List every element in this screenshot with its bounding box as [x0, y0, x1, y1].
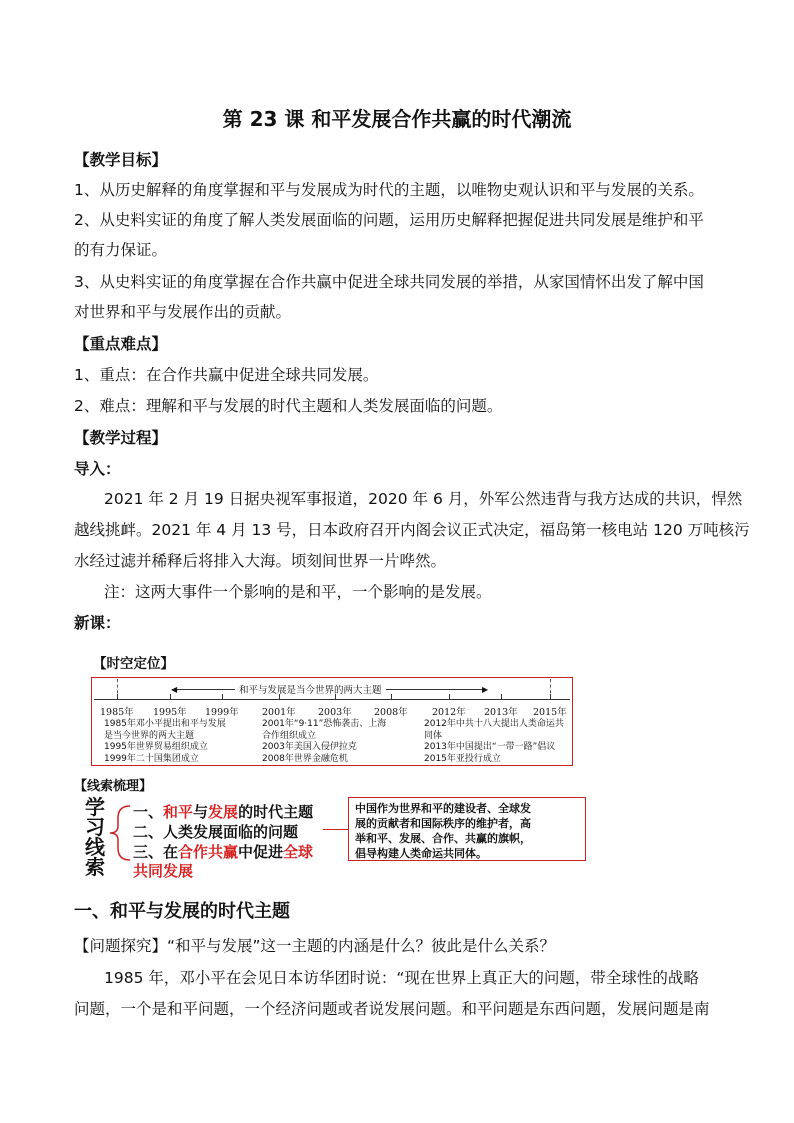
summary-line: 举和平、发展、合作、共赢的旗帜，	[355, 832, 531, 845]
objective-line: 1、从历史解释的角度掌握和平与发展成为时代的主题，以唯物史观认识和平与发展的关系。	[74, 181, 704, 199]
clues-tag: 【线索梳理】	[74, 779, 153, 794]
clue-item-2: 二、人类发展面临的问题	[133, 823, 299, 841]
objective-line: 2、从史料实证的角度了解人类发展面临的问题，运用历史解释把握促进共同发展是维护和平	[74, 211, 704, 229]
timeline-year: 1985年	[100, 707, 134, 718]
clue-item-1: 一、和平与发展的时代主题	[133, 803, 314, 821]
timeline-tag: 【时空定位】	[93, 656, 174, 672]
brace-icon	[108, 802, 134, 864]
timeline-year: 1995年	[153, 707, 187, 718]
intro-paragraph-line: 越线挑衅。2021 年 4 月 13 号，日本政府召开内阁会议正式决定，福岛第一核电站 120 万吨核污	[74, 521, 750, 539]
timeline-year: 1999年	[205, 707, 239, 718]
timeline-event: 同体	[424, 730, 443, 741]
paragraph-line: 1985 年，邓小平在会见日本访华团时说：“现在世界上真正大的问题，带全球性的战略	[104, 969, 699, 987]
summary-line: 展的贡献者和国际秩序的维护者，高	[355, 817, 531, 830]
timeline-events-mid	[262, 719, 386, 765]
timeline-event: 2015年亚投行成立	[424, 753, 501, 764]
timeline-event: 2008年世界金融危机	[262, 753, 348, 764]
intro-note: 注：这两大事件一个影响的是和平，一个影响的是发展。	[104, 583, 492, 601]
timeline-event: 2003年美国入侵伊拉克	[262, 742, 357, 752]
key-points-heading: 【重点难点】	[74, 335, 168, 353]
process-heading: 【教学过程】	[74, 429, 168, 447]
timeline-tick	[501, 694, 502, 699]
timeline-axis	[94, 699, 570, 700]
clues-summary-box	[348, 797, 586, 861]
summary-line: 倡导构建人类命运共同体。	[355, 847, 487, 860]
timeline-tick	[449, 694, 450, 699]
key-point-line: 2、难点：理解和平与发展的时代主题和人类发展面临的问题。	[74, 397, 503, 415]
timeline-year: 2012年	[432, 707, 466, 718]
timeline-theme: 和平与发展是当今世界的两大主题	[235, 682, 386, 696]
objective-line: 的有力保证。	[74, 241, 168, 259]
timeline-event: 1995年世界贸易组织成立	[104, 742, 208, 752]
timeline-events-right	[424, 719, 564, 765]
objectives-heading: 【教学目标】	[74, 151, 168, 169]
timeline-event: 是当今世界的两大主题	[104, 730, 195, 741]
section-heading: 一、和平与发展的时代主题	[74, 901, 290, 922]
key-point-line: 1、重点：在合作共赢中促进全球共同发展。	[74, 366, 379, 384]
timeline-event: 1999年二十国集团成立	[104, 753, 199, 764]
timeline-tick	[222, 694, 223, 699]
big-char: 索	[85, 855, 105, 879]
timeline-year: 2013年	[484, 707, 518, 718]
objective-line: 3、从史料实证的角度掌握在合作共赢中促进全球共同发展的举措，从家国情怀出发了解中国	[74, 273, 704, 291]
clue-connector	[323, 829, 349, 830]
intro-paragraph-line: 2021 年 2 月 19 日据央视军事报道，2020 年 6 月，外军公然违背与我方达成的共识，悍然	[104, 490, 743, 508]
timeline-event: 合作组织成立	[262, 730, 317, 741]
intro-label: 导入：	[74, 460, 121, 478]
timeline-tick	[335, 694, 336, 699]
timeline-year: 2015年	[533, 707, 567, 718]
timeline-event: 2013年中国提出“一带一路”倡议	[424, 742, 556, 752]
arrow-right-icon: ▶	[482, 685, 489, 694]
clue-item-3-cont: 共同发展	[133, 862, 194, 880]
timeline-event: 1985年邓小平提出和平与发展	[104, 719, 226, 729]
timeline-tick	[170, 694, 171, 699]
timeline-tick	[279, 694, 280, 699]
big-char: 学	[85, 795, 105, 819]
paragraph-line: 问题，一个是和平问题，一个经济问题或者说发展问题。和平问题是东西问题，发展问题是南	[74, 1000, 710, 1018]
big-char: 习	[85, 815, 105, 839]
timeline-year: 2003年	[318, 707, 352, 718]
new-lesson-label: 新课：	[74, 614, 121, 632]
timeline-year: 2001年	[262, 707, 296, 718]
timeline-tick	[550, 694, 551, 699]
timeline-events-left	[104, 719, 226, 765]
page-title: 第 23 课 和平发展合作共赢的时代潮流	[222, 107, 572, 131]
timeline-year: 2008年	[374, 707, 408, 718]
timeline-event: 2012年中共十八大提出人类命运共	[424, 719, 564, 729]
summary-line: 中国作为世界和平的建设者、全球发	[355, 802, 531, 815]
clues-big-label	[82, 797, 108, 877]
clue-item-3: 三、在合作共赢中促进全球	[133, 843, 314, 861]
big-char: 线	[85, 835, 105, 859]
objective-line: 对世界和平与发展作出的贡献。	[74, 303, 292, 321]
intro-paragraph-line: 水经过滤并稀释后将排入大海。顷刻间世界一片哗然。	[74, 552, 447, 570]
arrow-left-icon: ◀	[171, 685, 178, 694]
timeline-tick	[117, 694, 118, 699]
question-line: 【问题探究】“和平与发展”这一主题的内涵是什么？彼此是什么关系？	[74, 937, 556, 955]
timeline-tick	[391, 694, 392, 699]
timeline-event: 2001年“9·11”恐怖袭击、上海	[262, 719, 387, 729]
